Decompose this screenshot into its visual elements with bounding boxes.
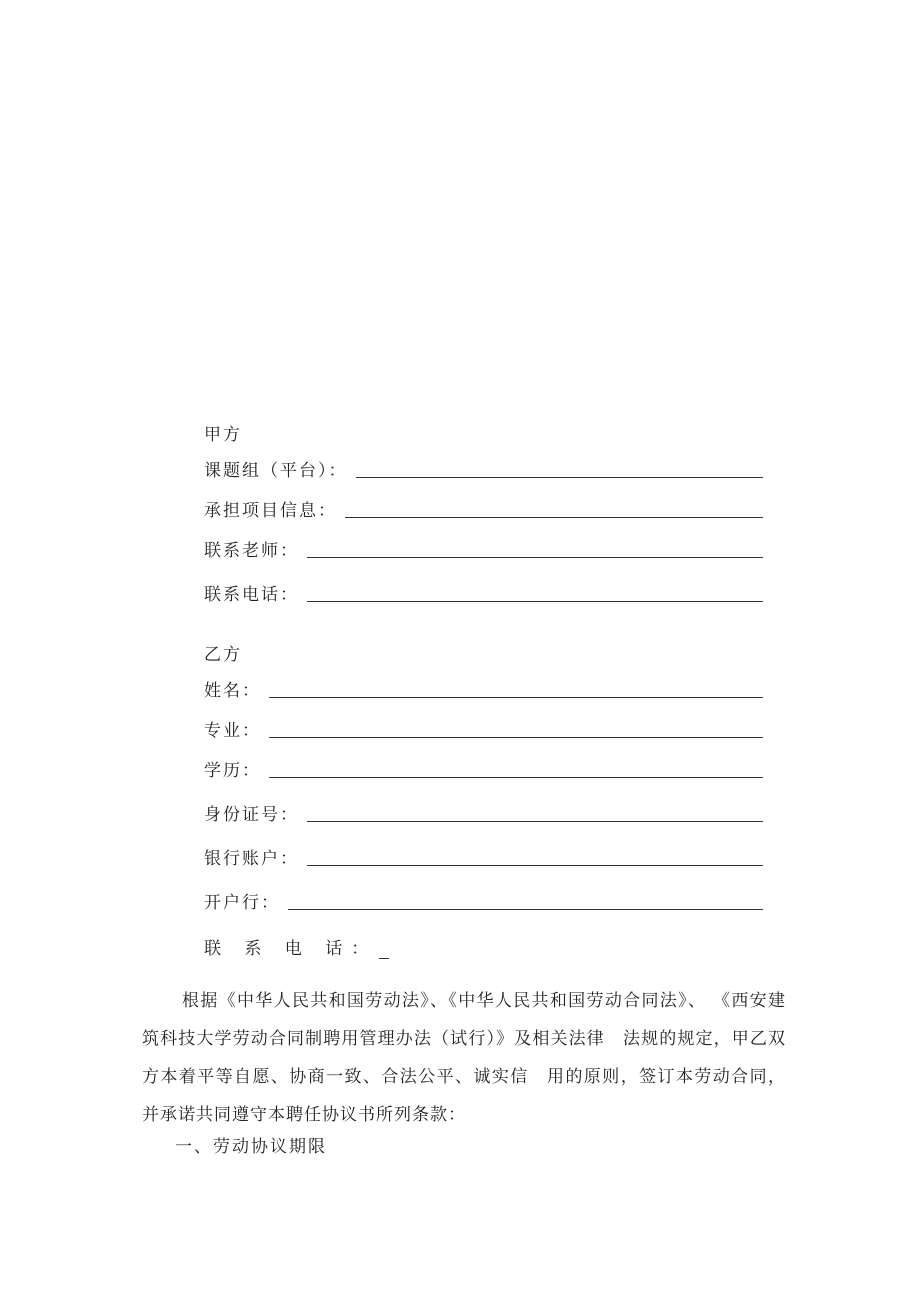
id-number-blank[interactable] (307, 820, 763, 822)
major-label: 专业： (204, 721, 261, 741)
bank-branch-blank[interactable] (288, 908, 763, 910)
bank-account-field[interactable] (204, 844, 763, 870)
education-label: 学历： (204, 761, 261, 781)
research-group-label: 课题组（平台）： (204, 461, 348, 481)
bank-account-label: 银行账户： (204, 849, 299, 869)
name-label: 姓名： (204, 681, 261, 701)
id-number-field[interactable] (204, 800, 763, 826)
research-group-field[interactable] (204, 456, 763, 482)
bank-branch-field[interactable] (204, 888, 763, 914)
party-b-phone-field[interactable] (204, 934, 389, 959)
id-number-label: 身份证号： (204, 805, 299, 825)
major-blank[interactable] (269, 736, 763, 738)
research-group-blank[interactable] (356, 476, 764, 478)
party-a-phone-field[interactable] (204, 580, 763, 606)
name-field[interactable] (204, 676, 763, 702)
preamble-paragraph: 根据《中华人民共和国劳动法》、《中华人民共和国劳动合同法》、 《西安建筑科技大学劳动合同制聘用管理办法（试行）》及相关法律 法规的规定，甲乙双方本着平等自愿、协商一致、合法公平、诚实信 用的原则，签订本劳动合同，并承诺共同遵守本聘任协议书所列条款： (142, 991, 786, 1125)
project-info-blank[interactable] (345, 516, 763, 518)
party-b-phone-label: 联 系 电 话： (204, 939, 378, 959)
project-info-label: 承担项目信息： (204, 501, 337, 521)
party-b-phone-blank[interactable] (379, 942, 389, 959)
party-a-heading: 甲方 (204, 425, 242, 445)
education-field[interactable] (204, 756, 763, 782)
clause-1-heading: 一、劳动协议期限 (175, 1137, 327, 1157)
party-a-phone-label: 联系电话： (204, 585, 299, 605)
bank-branch-label: 开户行： (204, 893, 280, 913)
party-b-heading: 乙方 (204, 645, 242, 665)
bank-account-blank[interactable] (307, 864, 763, 866)
contact-teacher-label: 联系老师： (204, 541, 299, 561)
party-a-phone-blank[interactable] (307, 600, 763, 602)
name-blank[interactable] (269, 696, 763, 698)
contact-teacher-field[interactable] (204, 536, 763, 562)
project-info-field[interactable] (204, 496, 763, 522)
major-field[interactable] (204, 716, 763, 742)
education-blank[interactable] (269, 776, 763, 778)
contact-teacher-blank[interactable] (307, 556, 763, 558)
